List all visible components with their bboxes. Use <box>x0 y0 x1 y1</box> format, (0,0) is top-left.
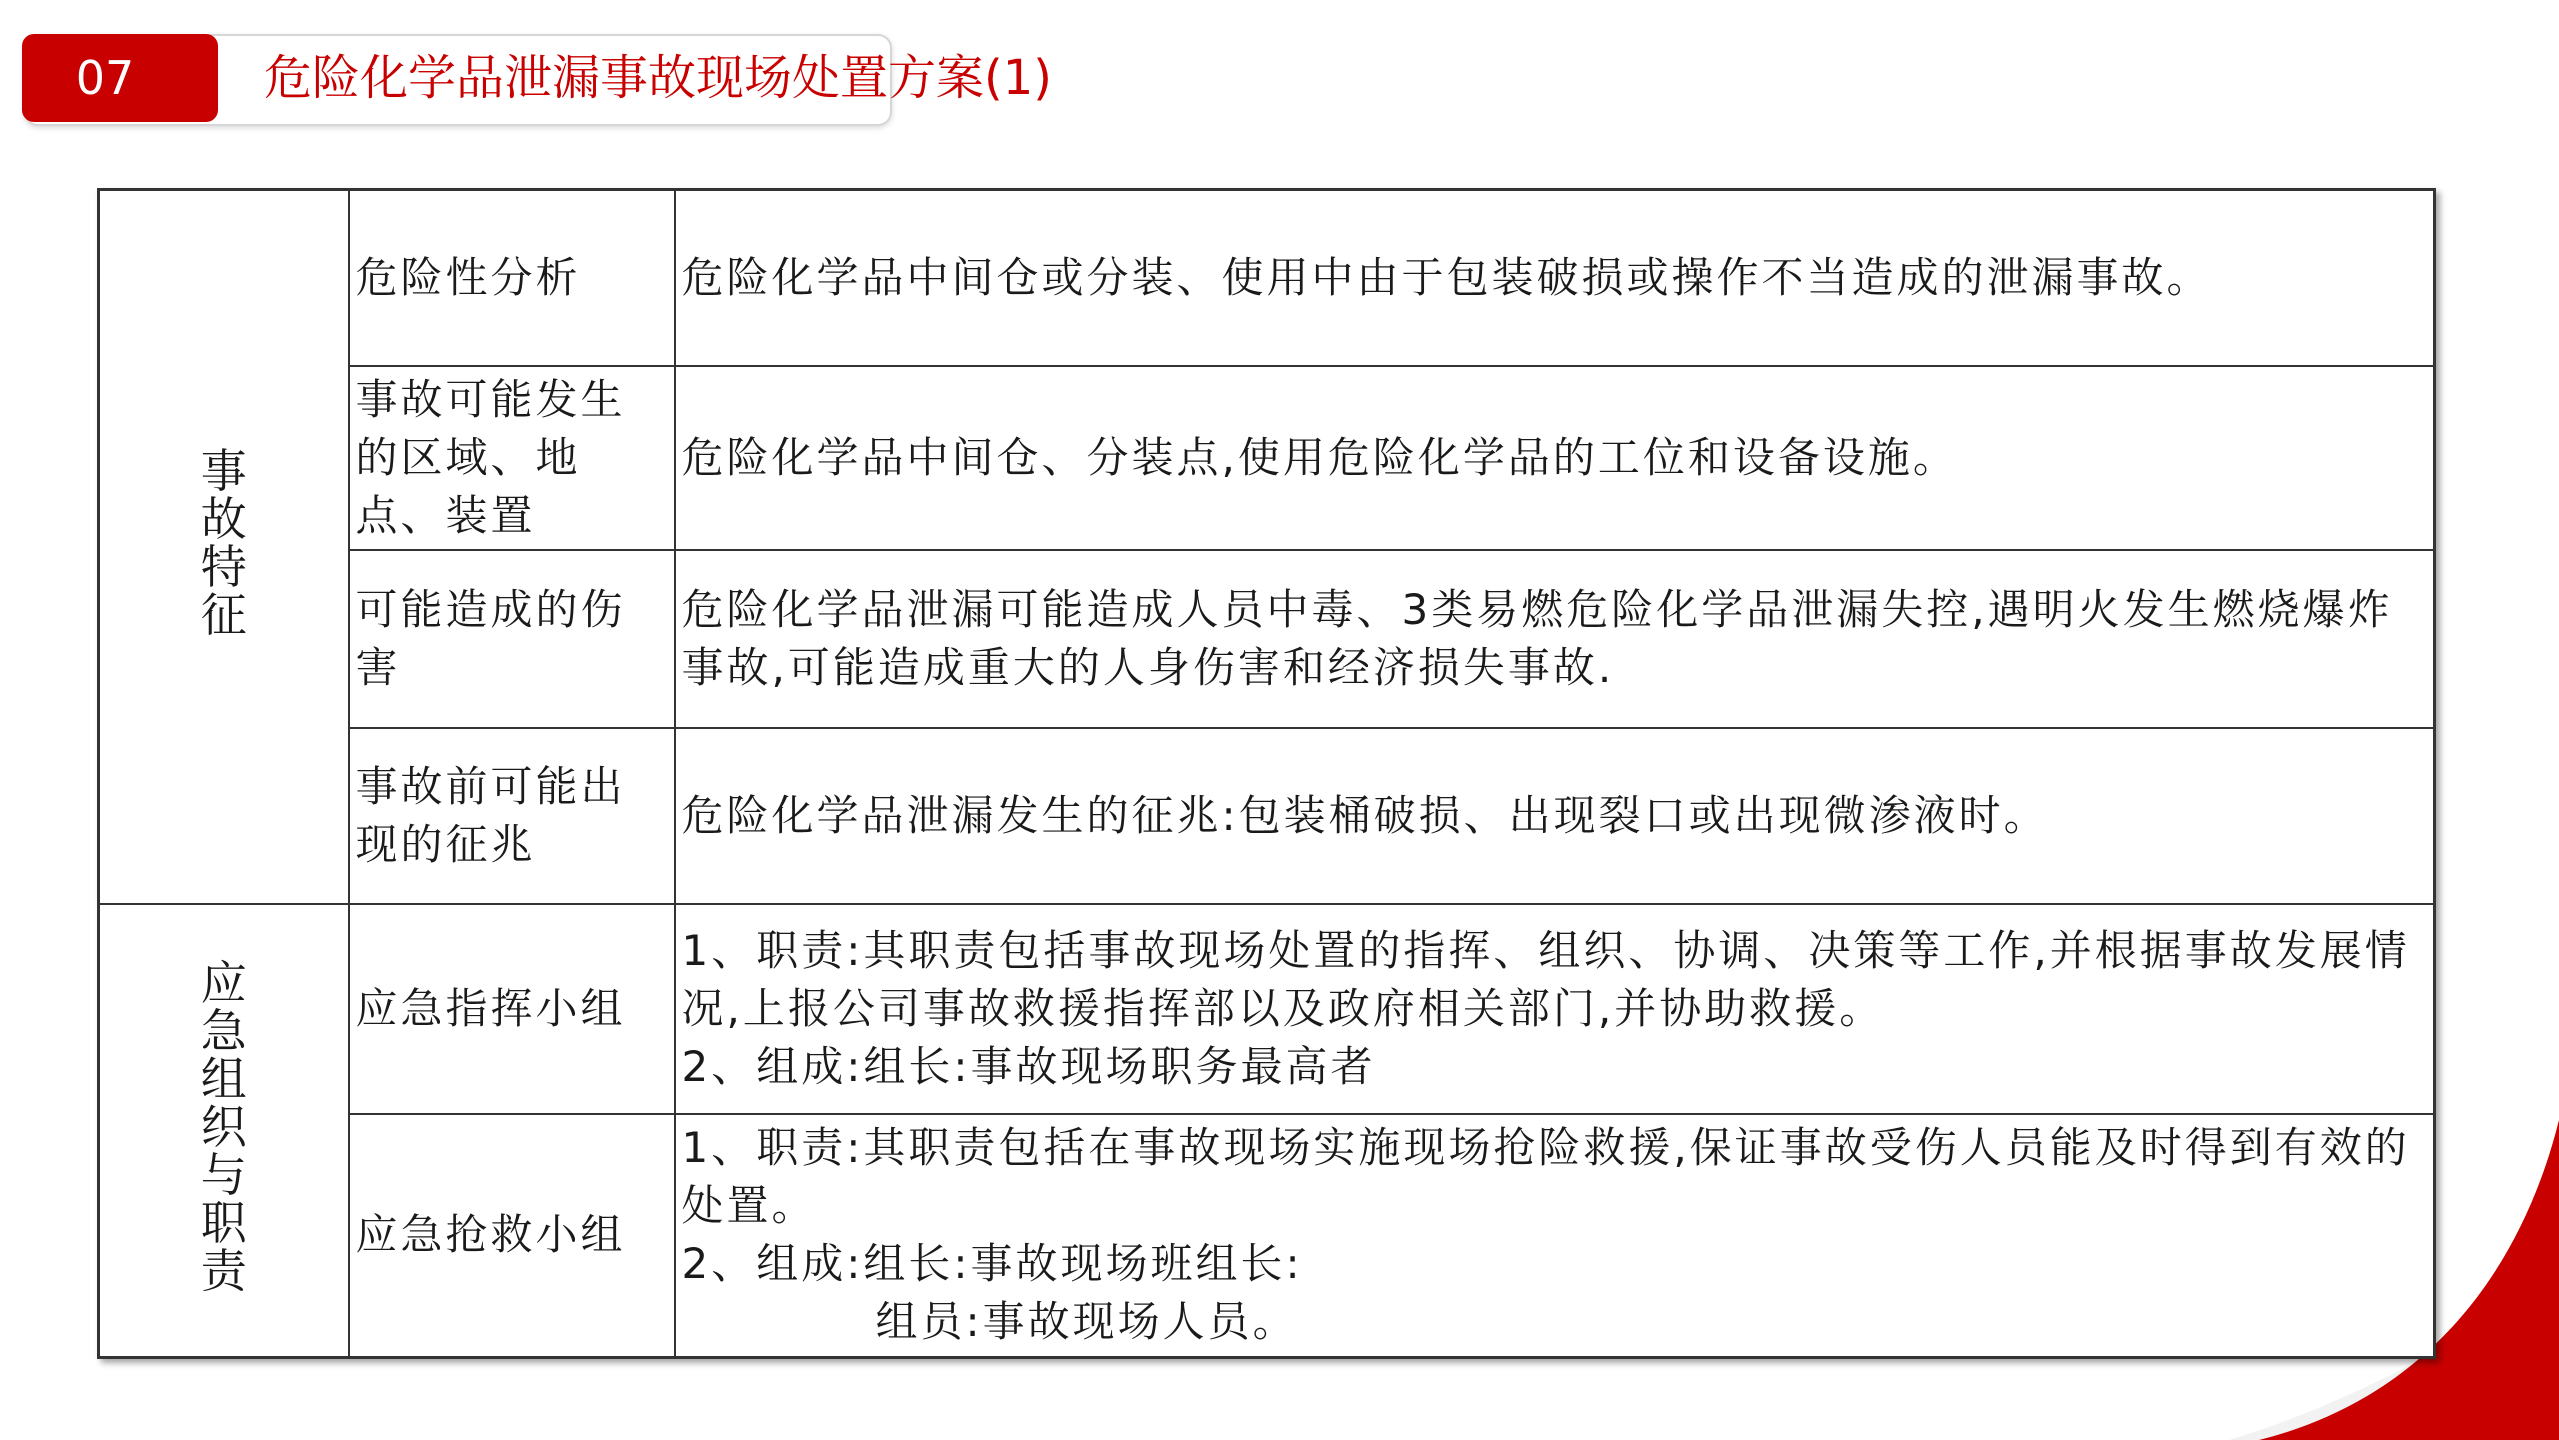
row-description <box>675 728 2435 904</box>
table-row <box>99 1114 2435 1358</box>
row-description <box>675 904 2435 1114</box>
description-line: 危险化学品中间仓、分装点,使用危险化学品的工位和设备设施。 <box>681 432 1958 482</box>
row-label: 应急抢救小组 <box>349 1114 675 1358</box>
row-label: 事故前可能出现的征兆 <box>349 728 675 904</box>
category-label: 应急组织与职责 <box>200 955 247 1298</box>
table-row <box>99 904 2435 1114</box>
description-line: 1、职责:其职责包括事故现场处置的指挥、组织、协调、决策等工作,并根据事故发展情况,上报公司事故救援指挥部以及政府相关部门,并协助救援。 <box>681 925 2410 1033</box>
table-row <box>99 728 2435 904</box>
description-line: 2、组成:组长:事故现场班组长: <box>681 1239 1303 1289</box>
row-description <box>675 190 2435 366</box>
description-line: 组员:事故现场人员。 <box>875 1297 1298 1347</box>
row-label: 应急指挥小组 <box>349 904 675 1114</box>
table-row <box>99 366 2435 550</box>
section-number-badge: 07 <box>22 34 218 122</box>
row-description <box>675 550 2435 728</box>
category-cell <box>99 190 349 904</box>
category-cell <box>99 904 349 1358</box>
table-row <box>99 550 2435 728</box>
row-description <box>675 366 2435 550</box>
row-label: 可能造成的伤害 <box>349 550 675 728</box>
row-label: 危险性分析 <box>349 190 675 366</box>
row-description <box>675 1114 2435 1358</box>
description-line: 危险化学品泄漏发生的征兆:包装桶破损、出现裂口或出现微渗液时。 <box>681 790 2049 840</box>
description-line: 2、组成:组长:事故现场职务最高者 <box>681 1041 1376 1091</box>
description-line: 危险化学品中间仓或分装、使用中由于包装破损或操作不当造成的泄漏事故。 <box>681 252 2212 302</box>
description-line: 1、职责:其职责包括在事故现场实施现场抢险救援,保证事故受伤人员能及时得到有效的处置。 <box>681 1123 2410 1231</box>
table-row <box>99 190 2435 366</box>
row-label: 事故可能发生的区域、地点、装置 <box>349 366 675 550</box>
description-line: 危险化学品泄漏可能造成人员中毒、3类易燃危险化学品泄漏失控,遇明火发生燃烧爆炸事故,可能造成重大的人身伤害和经济损失事故. <box>681 584 2393 692</box>
category-label: 事故特征 <box>200 444 247 643</box>
disposal-plan-table <box>97 188 2436 1359</box>
page-title: 危险化学品泄漏事故现场处置方案(1) <box>264 50 1052 106</box>
